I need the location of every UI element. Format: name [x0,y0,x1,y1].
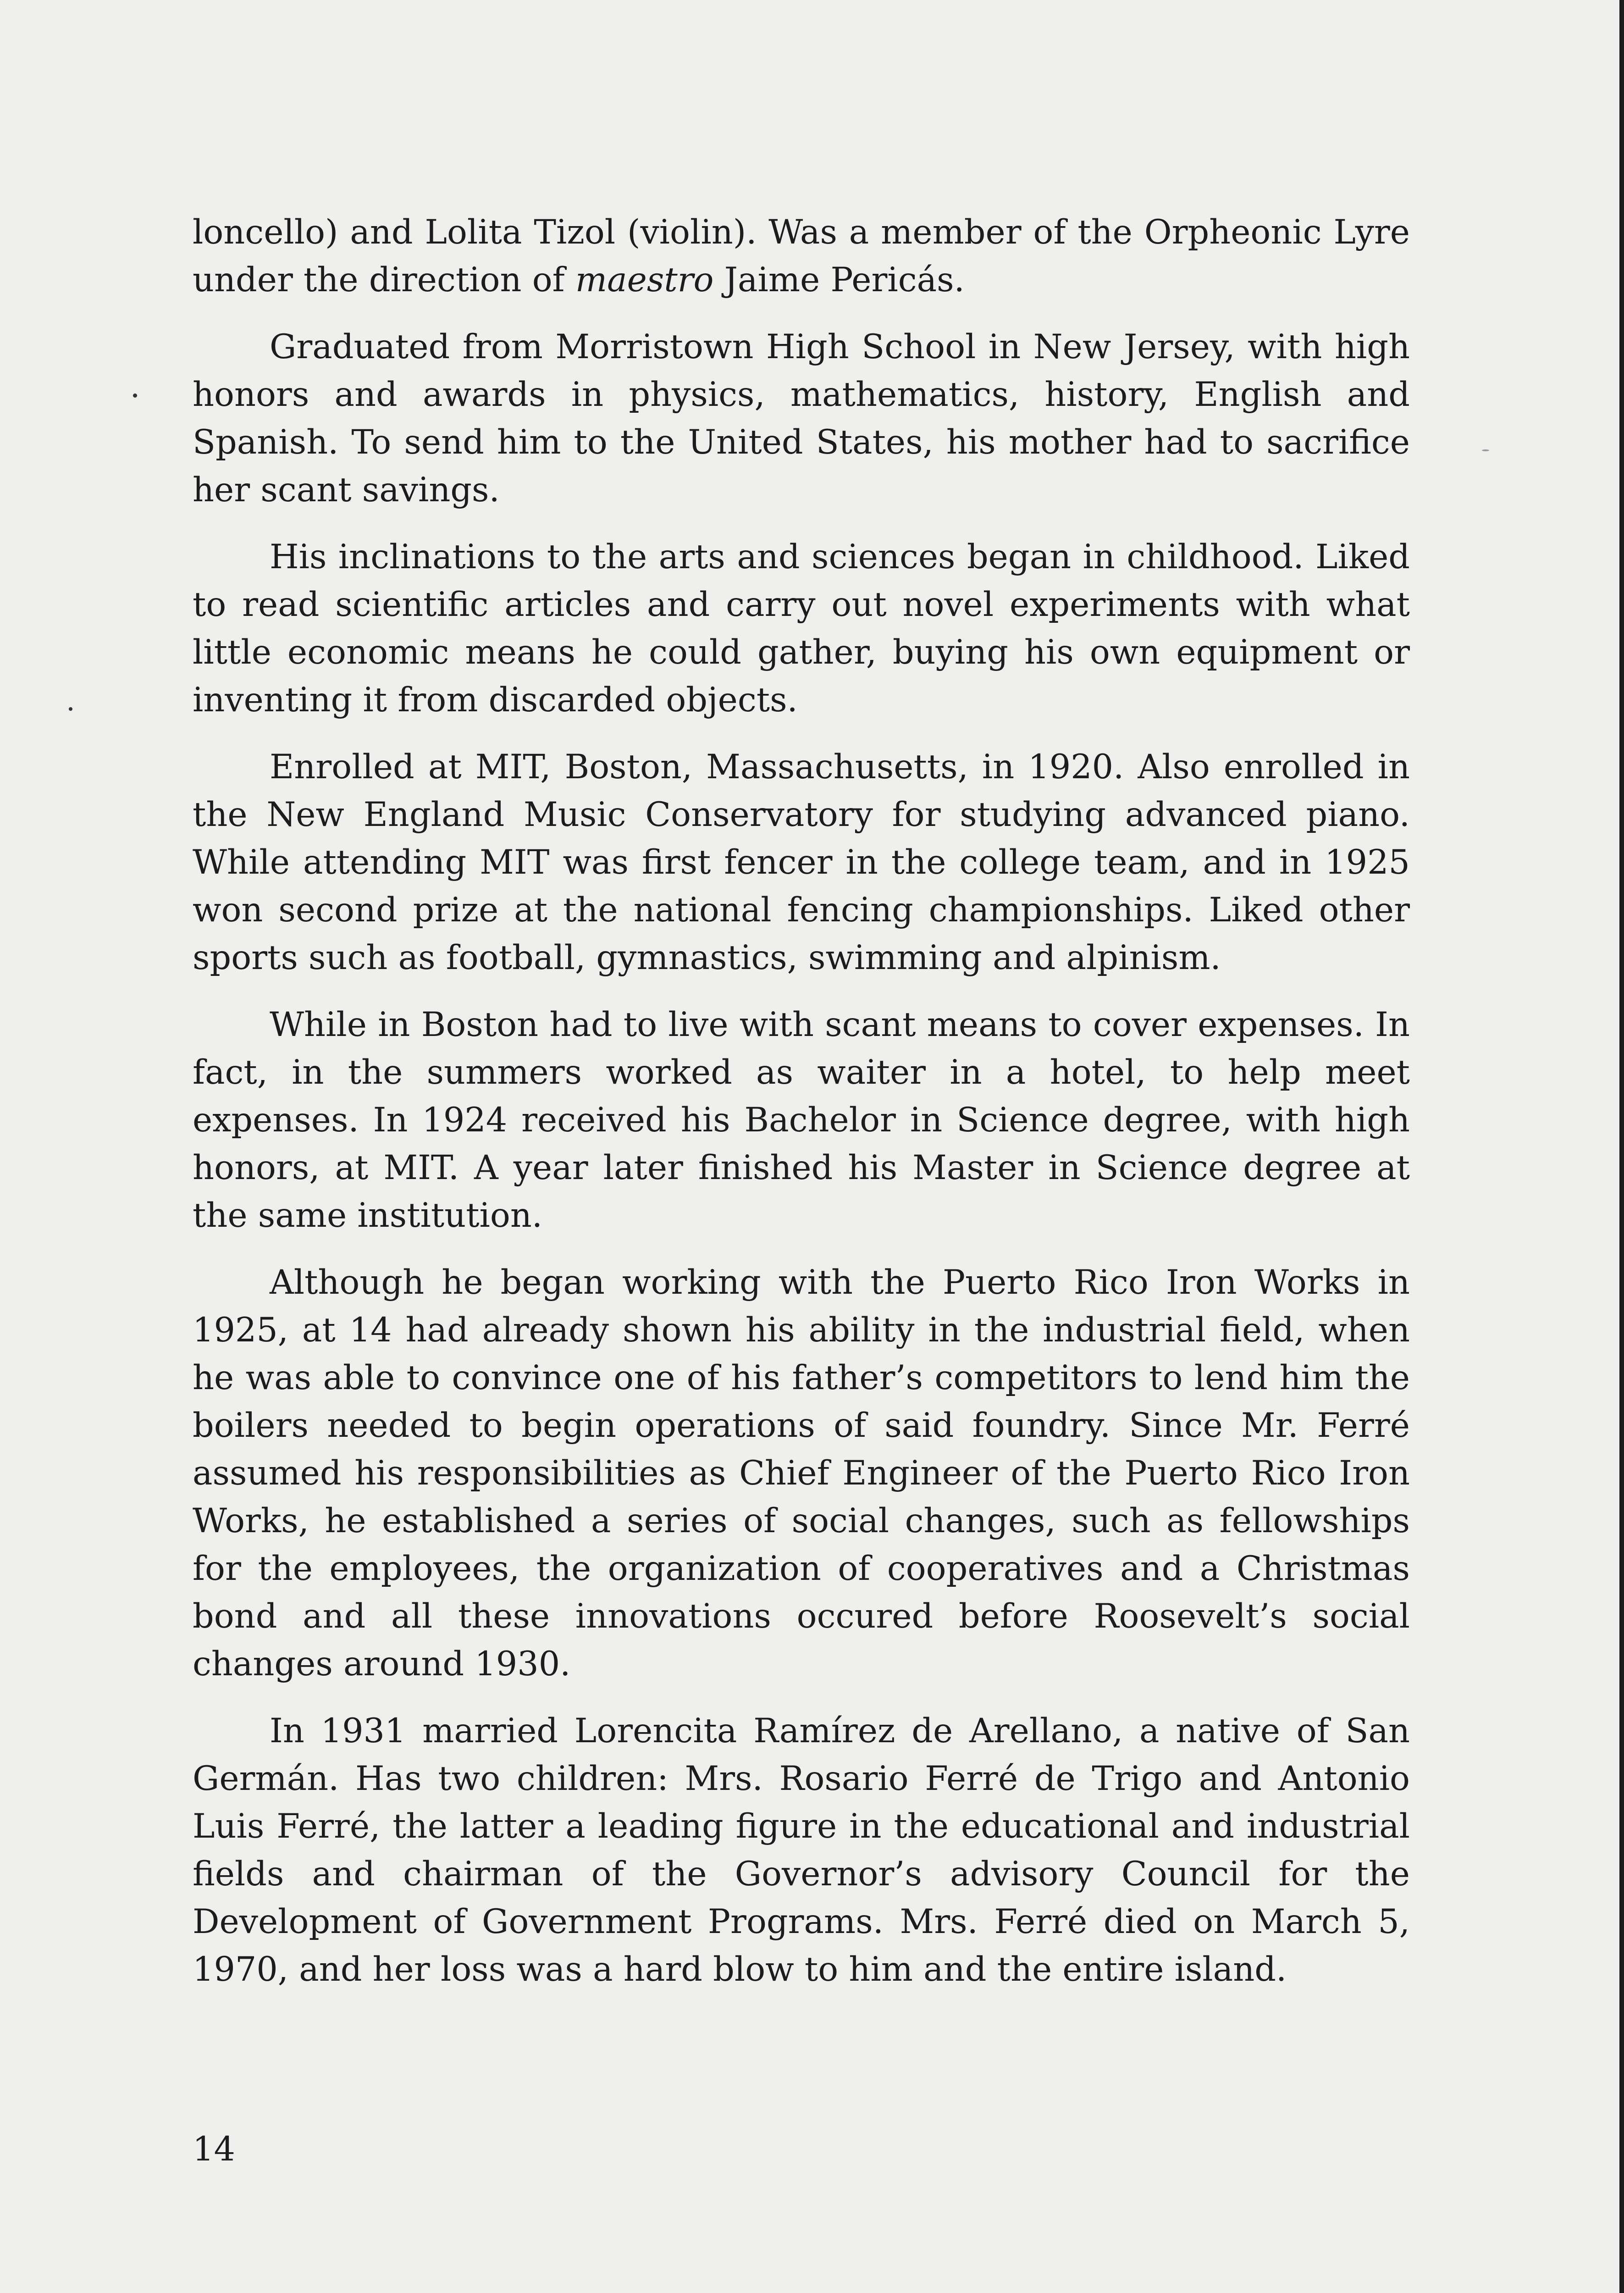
ink-speck [69,707,72,711]
paragraph: His inclinations to the arts and sciences began in childhood. Liked to read scientific articles and carry out novel experiments with what little economic means he could gather, buying his own equipment or inventing it from discarded objects. [193,537,1410,720]
italic-term: maestro [575,260,714,299]
paragraph: Graduated from Morristown High School in New Jersey, with high honors and awards in physics, mathematics, history, English and Spanish. To send him to the United States, his mother had to sacrifice her scant savings. [193,327,1410,510]
page-number: 14 [193,2130,235,2169]
paragraph: loncello) and Lolita Tizol (violin). Was a member of the Orpheonic Lyre under the direction of maestro Jaime Pericás. [193,213,1410,299]
body-text [193,209,1410,2013]
paragraph: Although he began working with the Puerto Rico Iron Works in 1925, at 14 had already shown his ability in the industrial field, when he was able to convince one of his father’s competitors to lend him the boilers needed to begin operations of said foundry. Since Mr. Ferré assumed his responsibilities as Chief Engineer of the Puerto Rico Iron Works, he established a series of social changes, such as fellowships for the employees, the organization of cooperatives and a Christmas bond and all these innovations occured before Roosevelt’s social changes around 1930. [193,1263,1410,1684]
paragraph: In 1931 married Lorencita Ramírez de Arellano, a native of San Germán. Has two children: Mrs. Rosario Ferré de Trigo and Antonio Luis Ferré, the latter a leading figure in the educational and industrial fields and chairman of the Governor’s advisory Council for the Development of Government Programs. Mrs. Ferré died on March 5, 1970, and her loss was a hard blow to him and the entire island. [193,1711,1410,1989]
paragraph: While in Boston had to live with scant means to cover expenses. In fact, in the summers worked as waiter in a hotel, to help meet expenses. In 1924 received his Bachelor in Science degree, with high honors, at MIT. A year later finished his Master in Science degree at the same institution. [193,1005,1410,1235]
ink-speck [133,393,137,398]
paragraph: Enrolled at MIT, Boston, Massachusetts, in 1920. Also enrolled in the New England Music Conservatory for studying advanced piano. While attending MIT was first fencer in the college team, and in 1925 won second prize at the national fencing championships. Liked other sports such as football, gymnastics, swimming and alpinism. [193,748,1410,977]
ink-speck [1482,449,1489,451]
